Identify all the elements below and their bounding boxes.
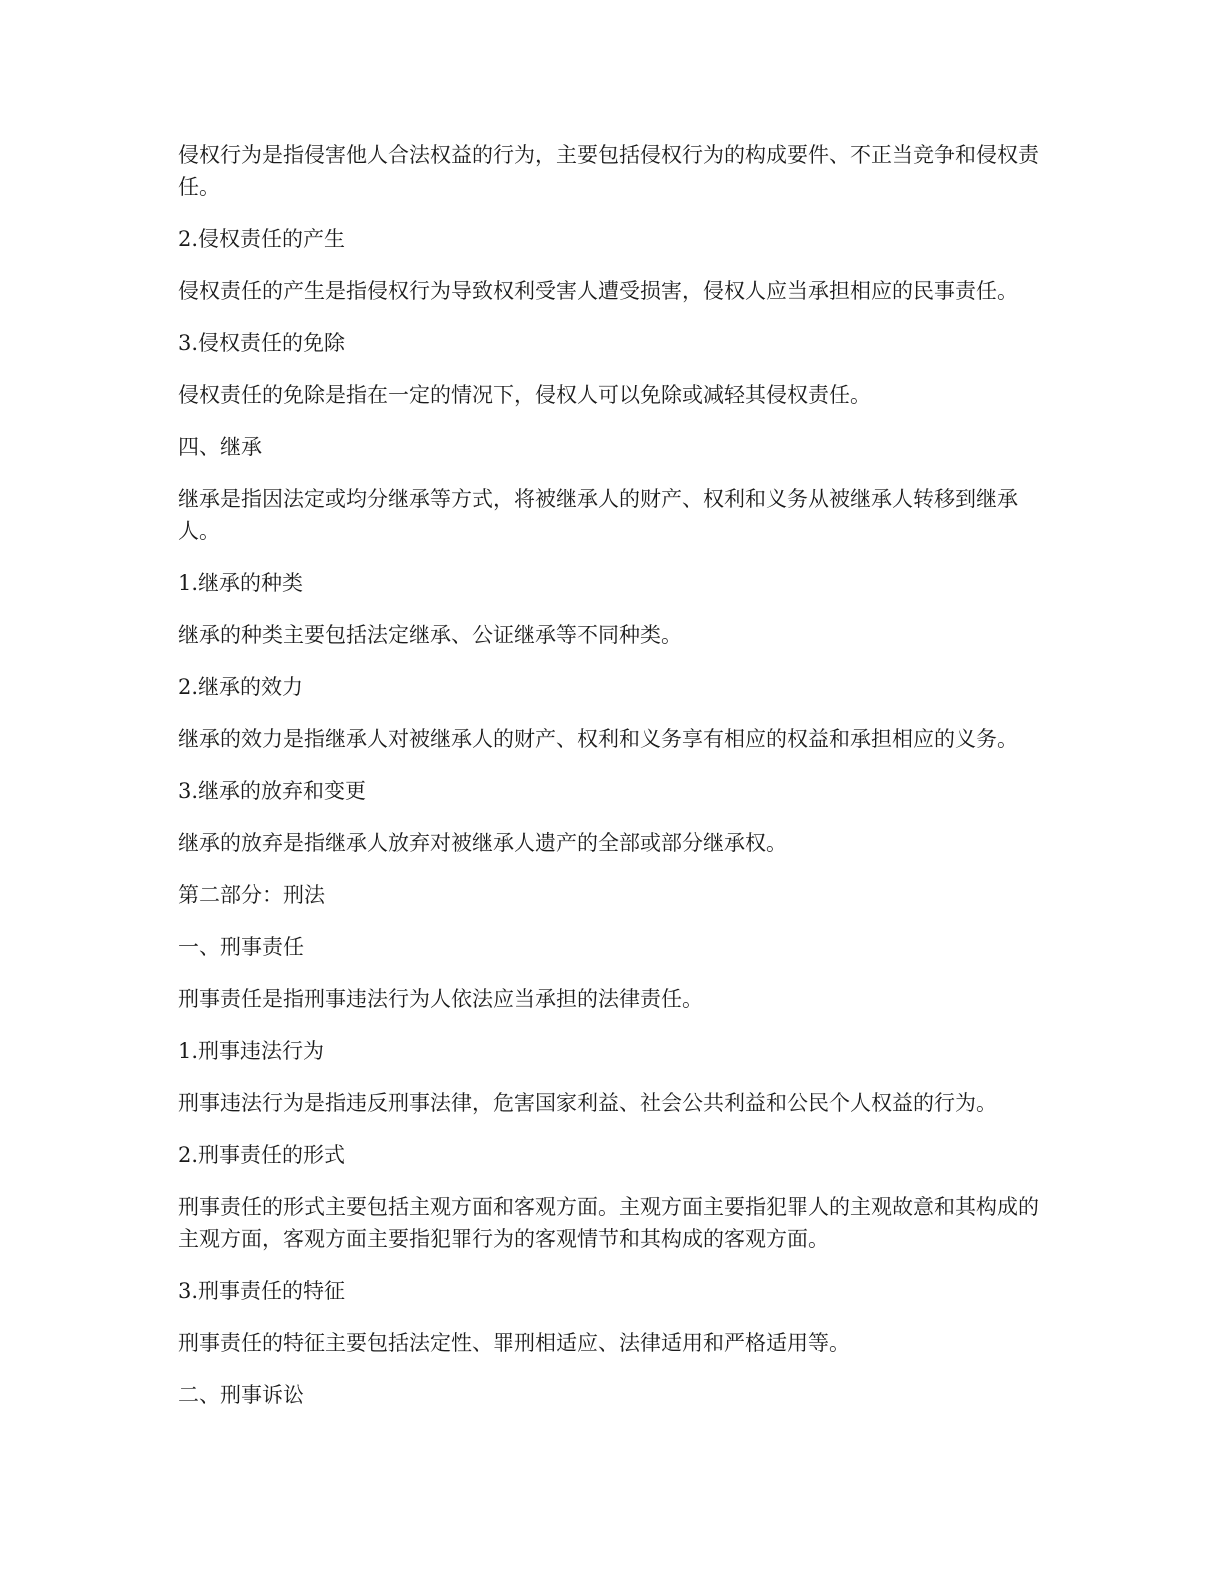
paragraph-criminal-liability-forms: 刑事责任的形式主要包括主观方面和客观方面。主观方面主要指犯罪人的主观故意和其构成的主观方面，客观方面主要指犯罪行为的客观情节和其构成的客观方面。 [178,1195,1039,1251]
heading-inheritance-waiver: 3.继承的放弃和变更 [178,779,367,803]
paragraph-inheritance-types: 继承的种类主要包括法定继承、公证继承等不同种类。 [178,623,682,647]
heading-part-two-criminal-law: 第二部分：刑法 [178,883,325,907]
heading-criminal-liability-forms: 2.刑事责任的形式 [178,1143,346,1167]
heading-tort-liability-exemption: 3.侵权责任的免除 [178,331,346,355]
paragraph-criminal-liability-features: 刑事责任的特征主要包括法定性、罪刑相适应、法律适用和严格适用等。 [178,1331,850,1355]
paragraph-inheritance-waiver: 继承的放弃是指继承人放弃对被继承人遗产的全部或部分继承权。 [178,831,787,855]
heading-criminal-liability: 一、刑事责任 [178,935,304,959]
paragraph-tort-liability-exemption: 侵权责任的免除是指在一定的情况下，侵权人可以免除或减轻其侵权责任。 [178,383,871,407]
paragraph-tort-liability-origin: 侵权责任的产生是指侵权行为导致权利受害人遭受损害，侵权人应当承担相应的民事责任。 [178,279,1018,303]
document-body [178,139,1048,1431]
paragraph-criminal-offense: 刑事违法行为是指违反刑事法律，危害国家利益、社会公共利益和公民个人权益的行为。 [178,1091,997,1115]
heading-criminal-liability-features: 3.刑事责任的特征 [178,1279,346,1303]
heading-tort-liability-origin: 2.侵权责任的产生 [178,227,346,251]
paragraph-tort-definition: 侵权行为是指侵害他人合法权益的行为，主要包括侵权行为的构成要件、不正当竞争和侵权责任。 [178,143,1039,199]
paragraph-inheritance-definition: 继承是指因法定或均分继承等方式，将被继承人的财产、权利和义务从被继承人转移到继承人。 [178,487,1018,543]
paragraph-criminal-liability-definition: 刑事责任是指刑事违法行为人依法应当承担的法律责任。 [178,987,703,1011]
heading-inheritance-effect: 2.继承的效力 [178,675,304,699]
heading-criminal-offense: 1.刑事违法行为 [178,1039,325,1063]
heading-inheritance: 四、继承 [178,435,262,459]
heading-criminal-procedure: 二、刑事诉讼 [178,1383,304,1407]
paragraph-inheritance-effect: 继承的效力是指继承人对被继承人的财产、权利和义务享有相应的权益和承担相应的义务。 [178,727,1018,751]
heading-inheritance-types: 1.继承的种类 [178,571,304,595]
